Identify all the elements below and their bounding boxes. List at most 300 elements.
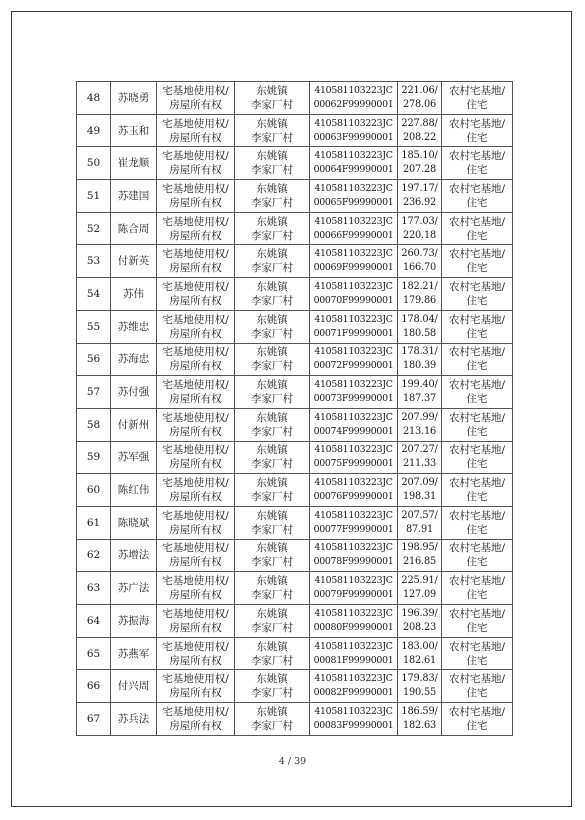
unit-code-line-2: 00062F99990001 — [313, 98, 394, 110]
right-type-line-2: 房屋所有权 — [169, 425, 222, 438]
right-type-line-2: 房屋所有权 — [169, 229, 222, 242]
right-type-line-2: 房屋所有权 — [169, 523, 222, 536]
owner-name-cell: 苏建国 — [111, 180, 157, 213]
right-type-line-2: 房屋所有权 — [169, 491, 222, 504]
area-cell — [398, 343, 442, 376]
table-row — [77, 506, 513, 539]
location-line-2: 李家厂村 — [251, 556, 293, 569]
area-cell — [398, 408, 442, 441]
unit-code-line-2: 00063F99990001 — [313, 131, 394, 143]
unit-code-cell — [310, 670, 398, 703]
location-line-2: 李家厂村 — [251, 425, 293, 438]
table-row — [77, 441, 513, 474]
location-line-2: 李家厂村 — [251, 229, 293, 242]
unit-code-line-1: 410581103223JC — [314, 575, 393, 587]
right-type-cell — [157, 670, 235, 703]
row-number-cell: 61 — [77, 506, 111, 539]
usage-line-2: 住宅 — [466, 196, 488, 209]
unit-code-cell — [310, 376, 398, 409]
right-type-line-2: 房屋所有权 — [169, 589, 222, 602]
unit-code-line-2: 00080F99990001 — [313, 621, 394, 633]
right-type-line-1: 宅基地使用权/ — [162, 673, 229, 686]
unit-code-line-1: 410581103223JC — [314, 509, 393, 521]
owner-name-cell: 付新州 — [111, 408, 157, 441]
location-line-2: 李家厂村 — [251, 294, 293, 307]
owner-name-cell: 苏维忠 — [111, 310, 157, 343]
row-number-cell: 54 — [77, 278, 111, 311]
location-line-1: 东姚镇 — [256, 150, 288, 163]
right-type-cell — [157, 506, 235, 539]
right-type-line-2: 房屋所有权 — [169, 458, 222, 471]
unit-code-cell — [310, 703, 398, 736]
unit-code-line-1: 410581103223JC — [314, 346, 393, 358]
row-number-cell: 67 — [77, 703, 111, 736]
right-type-cell — [157, 82, 235, 115]
unit-code-line-1: 410581103223JC — [314, 607, 393, 619]
right-type-line-1: 宅基地使用权/ — [162, 248, 229, 261]
unit-code-line-1: 410581103223JC — [314, 673, 393, 685]
right-type-line-1: 宅基地使用权/ — [162, 379, 229, 392]
right-type-line-1: 宅基地使用权/ — [162, 182, 229, 195]
right-type-line-1: 宅基地使用权/ — [162, 280, 229, 293]
usage-line-2: 住宅 — [466, 523, 488, 536]
table-row — [77, 82, 513, 115]
usage-line-1: 农村宅基地/ — [448, 313, 506, 326]
area-line-2: 182.61 — [402, 654, 437, 666]
location-line-2: 李家厂村 — [251, 589, 293, 602]
area-line-1: 177.03/ — [401, 215, 438, 227]
location-cell — [235, 539, 310, 572]
right-type-cell — [157, 343, 235, 376]
unit-code-cell — [310, 506, 398, 539]
unit-code-cell — [310, 114, 398, 147]
usage-cell — [442, 278, 513, 311]
row-number-cell: 62 — [77, 539, 111, 572]
area-line-1: 198.95/ — [401, 542, 438, 554]
location-line-1: 东姚镇 — [256, 673, 288, 686]
owner-name-cell: 苏振海 — [111, 605, 157, 638]
row-number-cell: 64 — [77, 605, 111, 638]
unit-code-cell — [310, 474, 398, 507]
area-line-2: 180.58 — [402, 327, 437, 339]
unit-code-cell — [310, 572, 398, 605]
unit-code-line-2: 00069F99990001 — [313, 262, 394, 274]
unit-code-line-2: 00072F99990001 — [313, 360, 394, 372]
unit-code-line-2: 00083F99990001 — [313, 719, 394, 731]
usage-line-2: 住宅 — [466, 589, 488, 602]
usage-line-1: 农村宅基地/ — [448, 150, 506, 163]
location-cell — [235, 605, 310, 638]
right-type-line-2: 房屋所有权 — [169, 262, 222, 275]
usage-line-2: 住宅 — [466, 294, 488, 307]
right-type-cell — [157, 278, 235, 311]
usage-line-2: 住宅 — [466, 425, 488, 438]
area-cell — [398, 82, 442, 115]
row-number-cell: 58 — [77, 408, 111, 441]
unit-code-line-2: 00077F99990001 — [313, 523, 394, 535]
owner-name-cell: 苏海忠 — [111, 343, 157, 376]
location-line-2: 李家厂村 — [251, 687, 293, 700]
unit-code-line-1: 410581103223JC — [314, 150, 393, 162]
row-number-cell: 60 — [77, 474, 111, 507]
usage-cell — [442, 147, 513, 180]
area-line-1: 179.83/ — [401, 673, 438, 685]
area-line-2: 180.39 — [402, 360, 437, 372]
row-number-cell: 52 — [77, 212, 111, 245]
right-type-cell — [157, 376, 235, 409]
area-line-1: 207.57/ — [401, 509, 438, 521]
location-line-1: 东姚镇 — [256, 84, 288, 97]
usage-line-1: 农村宅基地/ — [448, 542, 506, 555]
location-cell — [235, 506, 310, 539]
location-line-1: 东姚镇 — [256, 411, 288, 424]
right-type-line-2: 房屋所有权 — [169, 393, 222, 406]
table-row — [77, 605, 513, 638]
right-type-line-2: 房屋所有权 — [169, 556, 222, 569]
unit-code-cell — [310, 147, 398, 180]
owner-name-cell: 苏付强 — [111, 376, 157, 409]
right-type-cell — [157, 441, 235, 474]
unit-code-line-1: 410581103223JC — [314, 215, 393, 227]
location-line-1: 东姚镇 — [256, 117, 288, 130]
usage-line-1: 农村宅基地/ — [448, 509, 506, 522]
table-row — [77, 212, 513, 245]
location-cell — [235, 147, 310, 180]
area-line-1: 178.31/ — [401, 346, 438, 358]
row-number-cell: 65 — [77, 637, 111, 670]
table-row — [77, 343, 513, 376]
area-line-2: 220.18 — [402, 229, 437, 241]
unit-code-line-1: 410581103223JC — [314, 705, 393, 717]
right-type-cell — [157, 245, 235, 278]
usage-line-1: 农村宅基地/ — [448, 379, 506, 392]
right-type-line-1: 宅基地使用权/ — [162, 542, 229, 555]
usage-line-1: 农村宅基地/ — [448, 182, 506, 195]
location-line-2: 李家厂村 — [251, 98, 293, 111]
location-cell — [235, 114, 310, 147]
usage-cell — [442, 637, 513, 670]
location-cell — [235, 441, 310, 474]
area-cell — [398, 278, 442, 311]
right-type-line-1: 宅基地使用权/ — [162, 575, 229, 588]
area-cell — [398, 506, 442, 539]
unit-code-cell — [310, 441, 398, 474]
table-row — [77, 637, 513, 670]
unit-code-line-2: 00075F99990001 — [313, 458, 394, 470]
right-type-cell — [157, 474, 235, 507]
table-row — [77, 670, 513, 703]
usage-line-2: 住宅 — [466, 719, 488, 732]
usage-line-1: 农村宅基地/ — [448, 84, 506, 97]
area-cell — [398, 180, 442, 213]
area-line-2: 236.92 — [402, 196, 437, 208]
usage-cell — [442, 82, 513, 115]
unit-code-cell — [310, 180, 398, 213]
area-cell — [398, 147, 442, 180]
usage-cell — [442, 114, 513, 147]
area-line-1: 182.21/ — [401, 280, 438, 292]
location-cell — [235, 343, 310, 376]
location-line-1: 东姚镇 — [256, 575, 288, 588]
usage-line-2: 住宅 — [466, 98, 488, 111]
table-row — [77, 474, 513, 507]
unit-code-line-2: 00066F99990001 — [313, 229, 394, 241]
owner-name-cell: 苏广法 — [111, 572, 157, 605]
location-line-2: 李家厂村 — [251, 719, 293, 732]
owner-name-cell: 苏增法 — [111, 539, 157, 572]
location-line-2: 李家厂村 — [251, 458, 293, 471]
location-line-1: 东姚镇 — [256, 346, 288, 359]
location-cell — [235, 82, 310, 115]
unit-code-cell — [310, 212, 398, 245]
area-line-1: 207.27/ — [401, 444, 438, 456]
area-line-2: 216.85 — [402, 556, 437, 568]
location-cell — [235, 670, 310, 703]
usage-cell — [442, 605, 513, 638]
table-row — [77, 572, 513, 605]
right-type-cell — [157, 180, 235, 213]
table-row — [77, 114, 513, 147]
right-type-cell — [157, 310, 235, 343]
owner-name-cell: 苏兵法 — [111, 703, 157, 736]
unit-code-line-1: 410581103223JC — [314, 84, 393, 96]
table-row — [77, 376, 513, 409]
usage-line-1: 农村宅基地/ — [448, 640, 506, 653]
table-row — [77, 147, 513, 180]
right-type-cell — [157, 572, 235, 605]
unit-code-line-2: 00074F99990001 — [313, 425, 394, 437]
unit-code-cell — [310, 637, 398, 670]
area-cell — [398, 212, 442, 245]
location-line-2: 李家厂村 — [251, 491, 293, 504]
location-line-2: 李家厂村 — [251, 164, 293, 177]
usage-cell — [442, 474, 513, 507]
unit-code-line-1: 410581103223JC — [314, 313, 393, 325]
usage-line-1: 农村宅基地/ — [448, 444, 506, 457]
right-type-cell — [157, 637, 235, 670]
location-line-1: 东姚镇 — [256, 477, 288, 490]
area-line-2: 198.31 — [402, 491, 437, 503]
area-line-2: 166.70 — [402, 262, 437, 274]
table-row — [77, 408, 513, 441]
owner-name-cell: 苏燕军 — [111, 637, 157, 670]
usage-line-2: 住宅 — [466, 458, 488, 471]
right-type-line-2: 房屋所有权 — [169, 719, 222, 732]
area-cell — [398, 637, 442, 670]
area-line-1: 199.40/ — [401, 379, 438, 391]
right-type-line-2: 房屋所有权 — [169, 196, 222, 209]
usage-cell — [442, 572, 513, 605]
location-line-2: 李家厂村 — [251, 327, 293, 340]
location-line-1: 东姚镇 — [256, 640, 288, 653]
area-line-1: 207.99/ — [401, 411, 438, 423]
usage-line-1: 农村宅基地/ — [448, 673, 506, 686]
right-type-line-1: 宅基地使用权/ — [162, 509, 229, 522]
unit-code-line-1: 410581103223JC — [314, 248, 393, 260]
right-type-line-1: 宅基地使用权/ — [162, 84, 229, 97]
usage-cell — [442, 376, 513, 409]
table-row — [77, 245, 513, 278]
row-number-cell: 53 — [77, 245, 111, 278]
row-number-cell: 51 — [77, 180, 111, 213]
unit-code-cell — [310, 278, 398, 311]
usage-line-2: 住宅 — [466, 556, 488, 569]
unit-code-line-1: 410581103223JC — [314, 444, 393, 456]
usage-cell — [442, 310, 513, 343]
owner-name-cell: 陈晓斌 — [111, 506, 157, 539]
area-line-2: 213.16 — [402, 425, 437, 437]
right-type-cell — [157, 605, 235, 638]
row-number-cell: 56 — [77, 343, 111, 376]
usage-line-1: 农村宅基地/ — [448, 346, 506, 359]
location-cell — [235, 376, 310, 409]
usage-cell — [442, 408, 513, 441]
usage-line-1: 农村宅基地/ — [448, 477, 506, 490]
right-type-line-1: 宅基地使用权/ — [162, 640, 229, 653]
right-type-line-1: 宅基地使用权/ — [162, 477, 229, 490]
row-number-cell: 50 — [77, 147, 111, 180]
location-line-1: 东姚镇 — [256, 379, 288, 392]
usage-line-1: 农村宅基地/ — [448, 248, 506, 261]
table-row — [77, 539, 513, 572]
area-line-1: 227.88/ — [401, 117, 438, 129]
owner-name-cell: 付兴周 — [111, 670, 157, 703]
usage-line-2: 住宅 — [466, 360, 488, 373]
unit-code-line-1: 410581103223JC — [314, 411, 393, 423]
area-line-2: 187.37 — [402, 393, 437, 405]
area-line-2: 208.22 — [402, 131, 437, 143]
location-line-1: 东姚镇 — [256, 705, 288, 718]
unit-code-cell — [310, 343, 398, 376]
usage-line-2: 住宅 — [466, 491, 488, 504]
right-type-line-1: 宅基地使用权/ — [162, 607, 229, 620]
location-cell — [235, 408, 310, 441]
row-number-cell: 59 — [77, 441, 111, 474]
location-line-1: 东姚镇 — [256, 509, 288, 522]
right-type-cell — [157, 114, 235, 147]
table-body — [77, 82, 513, 736]
right-type-cell — [157, 408, 235, 441]
usage-line-2: 住宅 — [466, 262, 488, 275]
area-line-2: 179.86 — [402, 294, 437, 306]
right-type-line-1: 宅基地使用权/ — [162, 411, 229, 424]
usage-line-2: 住宅 — [466, 654, 488, 667]
owner-name-cell: 付新英 — [111, 245, 157, 278]
usage-cell — [442, 441, 513, 474]
area-cell — [398, 245, 442, 278]
usage-line-1: 农村宅基地/ — [448, 575, 506, 588]
right-type-cell — [157, 212, 235, 245]
location-cell — [235, 180, 310, 213]
usage-line-1: 农村宅基地/ — [448, 705, 506, 718]
right-type-line-1: 宅基地使用权/ — [162, 313, 229, 326]
area-line-1: 197.17/ — [401, 182, 438, 194]
location-line-1: 东姚镇 — [256, 542, 288, 555]
usage-cell — [442, 703, 513, 736]
usage-cell — [442, 506, 513, 539]
location-cell — [235, 245, 310, 278]
unit-code-cell — [310, 310, 398, 343]
owner-name-cell: 苏伟 — [111, 278, 157, 311]
unit-code-line-2: 00070F99990001 — [313, 294, 394, 306]
usage-line-2: 住宅 — [466, 164, 488, 177]
area-line-1: 183.00/ — [401, 640, 438, 652]
usage-line-2: 住宅 — [466, 621, 488, 634]
area-line-2: 182.63 — [402, 719, 437, 731]
location-cell — [235, 637, 310, 670]
right-type-cell — [157, 703, 235, 736]
unit-code-line-1: 410581103223JC — [314, 640, 393, 652]
usage-line-1: 农村宅基地/ — [448, 607, 506, 620]
unit-code-line-1: 410581103223JC — [314, 182, 393, 194]
usage-line-2: 住宅 — [466, 327, 488, 340]
area-line-1: 207.09/ — [401, 477, 438, 489]
usage-cell — [442, 539, 513, 572]
right-type-line-1: 宅基地使用权/ — [162, 117, 229, 130]
unit-code-cell — [310, 245, 398, 278]
row-number-cell: 63 — [77, 572, 111, 605]
area-cell — [398, 441, 442, 474]
usage-cell — [442, 343, 513, 376]
unit-code-line-2: 00079F99990001 — [313, 589, 394, 601]
unit-code-line-2: 00082F99990001 — [313, 687, 394, 699]
usage-line-1: 农村宅基地/ — [448, 117, 506, 130]
owner-name-cell: 苏军强 — [111, 441, 157, 474]
location-line-2: 李家厂村 — [251, 262, 293, 275]
usage-line-1: 农村宅基地/ — [448, 411, 506, 424]
area-line-2: 190.55 — [402, 687, 437, 699]
usage-line-1: 农村宅基地/ — [448, 215, 506, 228]
row-number-cell: 48 — [77, 82, 111, 115]
unit-code-line-2: 00081F99990001 — [313, 654, 394, 666]
right-type-line-1: 宅基地使用权/ — [162, 150, 229, 163]
unit-code-cell — [310, 408, 398, 441]
area-cell — [398, 474, 442, 507]
unit-code-line-2: 00078F99990001 — [313, 556, 394, 568]
area-line-1: 186.59/ — [401, 705, 438, 717]
usage-line-2: 住宅 — [466, 131, 488, 144]
location-cell — [235, 212, 310, 245]
right-type-line-2: 房屋所有权 — [169, 621, 222, 634]
area-line-1: 225.91/ — [401, 575, 438, 587]
area-line-2: 207.28 — [402, 164, 437, 176]
row-number-cell: 57 — [77, 376, 111, 409]
row-number-cell: 55 — [77, 310, 111, 343]
usage-cell — [442, 180, 513, 213]
area-line-1: 178.04/ — [401, 313, 438, 325]
owner-name-cell: 苏玉和 — [111, 114, 157, 147]
location-line-1: 东姚镇 — [256, 607, 288, 620]
unit-code-line-2: 00065F99990001 — [313, 196, 394, 208]
location-line-2: 李家厂村 — [251, 523, 293, 536]
owner-name-cell: 陈合周 — [111, 212, 157, 245]
location-line-1: 东姚镇 — [256, 444, 288, 457]
location-cell — [235, 703, 310, 736]
location-line-1: 东姚镇 — [256, 182, 288, 195]
area-line-2: 87.91 — [405, 523, 434, 535]
area-line-1: 196.39/ — [401, 607, 438, 619]
table-row — [77, 278, 513, 311]
page-number: 4 / 39 — [278, 756, 307, 767]
unit-code-line-1: 410581103223JC — [314, 542, 393, 554]
area-line-2: 211.33 — [402, 458, 437, 470]
right-type-line-2: 房屋所有权 — [169, 360, 222, 373]
right-type-line-2: 房屋所有权 — [169, 164, 222, 177]
unit-code-line-2: 00064F99990001 — [313, 164, 394, 176]
table-row — [77, 180, 513, 213]
location-line-2: 李家厂村 — [251, 131, 293, 144]
right-type-line-2: 房屋所有权 — [169, 327, 222, 340]
